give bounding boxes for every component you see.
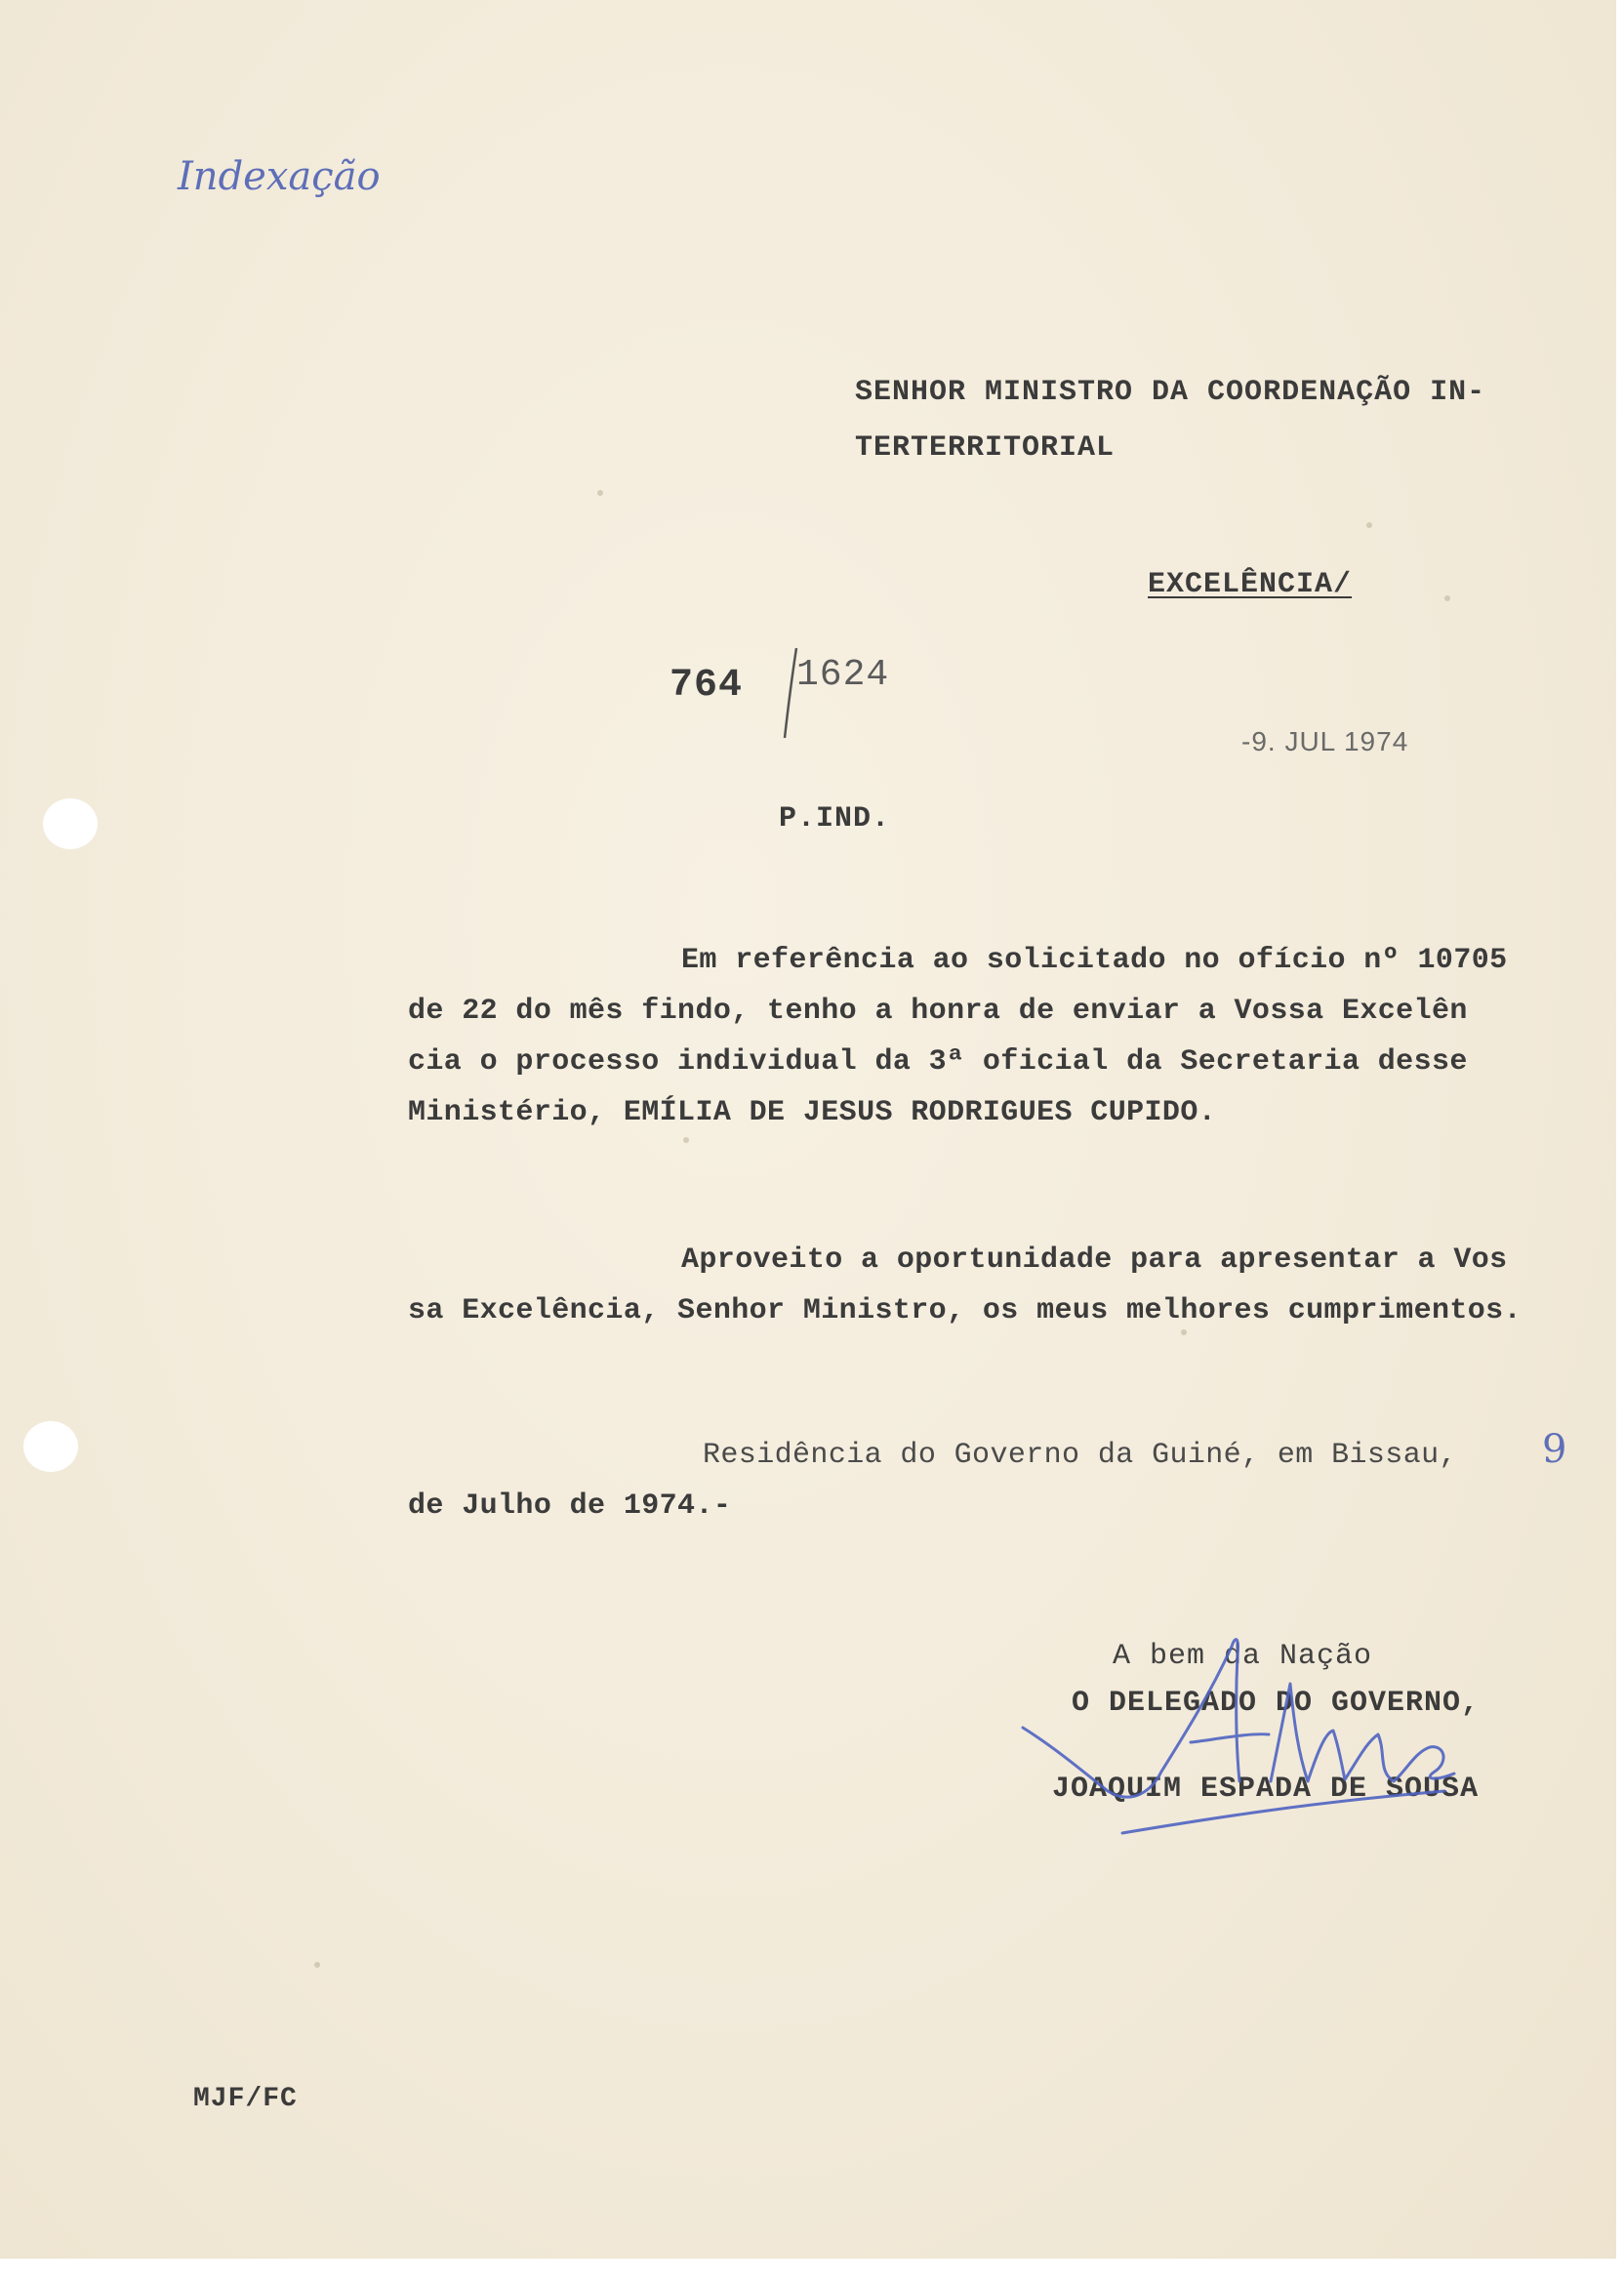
addressee-line-1: SENHOR MINISTRO DA COORDENAÇÃO IN- bbox=[855, 376, 1486, 409]
closing-line-2: O DELEGADO DO GOVERNO, bbox=[1072, 1687, 1481, 1720]
signature bbox=[1015, 1625, 1474, 1845]
salutation: EXCELÊNCIA/ bbox=[1148, 568, 1353, 601]
scan-edge-bottom bbox=[0, 2259, 1624, 2284]
paper-speck bbox=[597, 490, 603, 496]
addressee-line-2: TERTERRITORIAL bbox=[855, 431, 1116, 465]
body-line: Em referência ao solicitado no ofício nº 10705 bbox=[681, 944, 1508, 977]
margin-note: Indexação bbox=[178, 154, 381, 199]
paper-speck bbox=[1444, 595, 1450, 601]
scan-edge-right bbox=[1616, 0, 1624, 2284]
date-stamp: -9. JUL 1974 bbox=[1241, 726, 1409, 756]
closing-line-1: A bem da Nação bbox=[1113, 1640, 1373, 1673]
punch-hole-bottom bbox=[23, 1421, 78, 1472]
body-line: cia o processo individual da 3ª oficial da Secretaria desse bbox=[408, 1045, 1468, 1079]
body-line: sa Excelência, Senhor Ministro, os meus melhores cumprimentos. bbox=[408, 1294, 1522, 1327]
classification: P.IND. bbox=[779, 802, 891, 836]
paper-speck bbox=[1181, 1329, 1187, 1335]
signer-name: JOAQUIM ESPADA DE SOUSA bbox=[1052, 1773, 1480, 1806]
punch-hole-top bbox=[43, 798, 98, 849]
paper-speck bbox=[314, 1962, 320, 1968]
body-line: Ministério, EMÍLIA DE JESUS RODRIGUES CUPIDO. bbox=[408, 1096, 1217, 1129]
paper-speck bbox=[1366, 522, 1372, 528]
body-line: de 22 do mês findo, tenho a honra de enviar a Vossa Excelên bbox=[408, 995, 1468, 1028]
body-line: Aproveito a oportunidade para apresentar a Vos bbox=[681, 1244, 1508, 1277]
reference-number: 764 bbox=[670, 664, 744, 708]
handwritten-day: 9 bbox=[1542, 1427, 1567, 1472]
reference-number-2: 1624 bbox=[796, 654, 890, 696]
typist-initials: MJF/FC bbox=[193, 2084, 298, 2114]
place-line: Residência do Governo da Guiné, em Bissau, bbox=[703, 1439, 1457, 1472]
date-line: de Julho de 1974.- bbox=[408, 1489, 732, 1523]
paper-speck bbox=[683, 1137, 689, 1143]
